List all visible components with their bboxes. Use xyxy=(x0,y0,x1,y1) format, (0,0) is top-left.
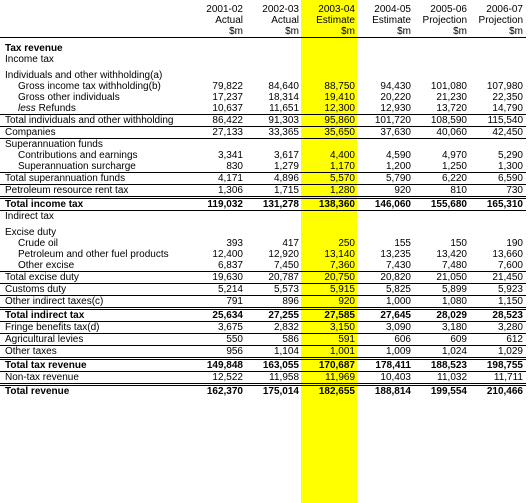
row-label: Other indirect taxes(c) xyxy=(0,296,190,309)
value-cell: 6,590 xyxy=(470,173,526,185)
value-cell: 79,822 xyxy=(212,81,243,92)
value-cell: 5,573 xyxy=(246,284,302,296)
header-row-units xyxy=(0,26,526,38)
row-label: Non-tax revenue xyxy=(0,372,190,385)
row-label: Superannuation surcharge xyxy=(18,161,136,172)
row-label: Companies xyxy=(0,127,190,139)
value-cell: 10,403 xyxy=(358,372,414,385)
column-header-units: $m xyxy=(190,26,246,38)
column-header-types: Actual xyxy=(215,15,243,26)
value-cell xyxy=(414,211,470,223)
value-cell: 91,303 xyxy=(246,115,302,127)
value-cell: 3,180 xyxy=(414,322,470,334)
column-header-types: Projection xyxy=(478,15,523,26)
value-cell: 131,278 xyxy=(246,198,302,211)
value-cell: 810 xyxy=(414,185,470,198)
row-total-tax xyxy=(0,359,526,372)
value-cell: 95,860 xyxy=(302,115,358,127)
column-header-types: Projection xyxy=(422,15,467,26)
column-header-years: 2006-07 xyxy=(486,4,523,15)
value-cell: 1,170 xyxy=(329,161,355,172)
row-agri-levies xyxy=(0,334,526,346)
value-cell: 42,450 xyxy=(470,127,526,139)
value-cell: 7,600 xyxy=(497,260,523,271)
value-cell: 150 xyxy=(450,238,467,249)
column-header-units: $m xyxy=(470,26,526,38)
value-cell: 1,080 xyxy=(414,296,470,309)
value-cell: 21,450 xyxy=(470,272,526,284)
value-cell xyxy=(190,54,246,65)
value-cell: 210,466 xyxy=(470,385,526,398)
value-cell: 896 xyxy=(246,296,302,309)
row-label: Other excise xyxy=(18,260,75,271)
row-super-surcharge xyxy=(0,161,526,173)
value-cell xyxy=(302,139,358,151)
row-label: Tax revenue xyxy=(5,43,63,54)
value-cell: 198,755 xyxy=(470,359,526,372)
value-cell xyxy=(414,70,470,81)
row-label: Individuals and other withholding(a) xyxy=(5,70,163,81)
value-cell: 115,540 xyxy=(470,115,526,127)
value-cell: 3,341 xyxy=(217,150,243,161)
value-cell xyxy=(190,139,246,151)
value-cell: 20,750 xyxy=(302,272,358,284)
row-label: Total excise duty xyxy=(0,272,190,284)
value-cell: 7,360 xyxy=(329,260,355,271)
value-cell: 591 xyxy=(302,334,358,346)
value-cell: 13,660 xyxy=(492,249,523,260)
value-cell: 27,645 xyxy=(358,309,414,322)
value-cell: 155 xyxy=(394,238,411,249)
value-cell: 101,720 xyxy=(358,115,414,127)
label-prefix: less xyxy=(18,103,36,114)
value-cell xyxy=(358,227,414,238)
value-cell: 199,554 xyxy=(414,385,470,398)
value-cell xyxy=(358,211,414,223)
value-cell: 250 xyxy=(338,238,355,249)
row-income-tax xyxy=(0,54,526,65)
value-cell: 27,585 xyxy=(302,309,358,322)
label-text: Refunds xyxy=(35,103,76,114)
value-cell xyxy=(302,54,358,65)
value-cell xyxy=(190,70,246,81)
value-cell: 3,675 xyxy=(190,322,246,334)
value-cell: 12,522 xyxy=(190,372,246,385)
column-header-units: $m xyxy=(246,26,302,38)
value-cell: 4,590 xyxy=(385,150,411,161)
value-cell: 1,001 xyxy=(302,346,358,359)
row-ind-withholding xyxy=(0,70,526,81)
row-gross-other xyxy=(0,92,526,103)
value-cell xyxy=(190,43,246,54)
value-cell: 20,787 xyxy=(246,272,302,284)
value-cell xyxy=(302,43,358,54)
row-label: Agricultural levies xyxy=(0,334,190,346)
value-cell: 1,280 xyxy=(302,185,358,198)
row-fbt xyxy=(0,322,526,334)
column-header-years: 2001-02 xyxy=(206,4,243,15)
value-cell: 6,837 xyxy=(217,260,243,271)
value-cell xyxy=(470,139,526,151)
value-cell xyxy=(414,54,470,65)
row-total-income-tax xyxy=(0,198,526,211)
value-cell xyxy=(246,43,302,54)
value-cell: 37,630 xyxy=(358,127,414,139)
value-cell xyxy=(246,227,302,238)
row-contributions xyxy=(0,150,526,161)
value-cell xyxy=(470,227,526,238)
row-label: Total revenue xyxy=(0,385,190,398)
row-label: Other taxes xyxy=(0,346,190,359)
row-gross-withholding xyxy=(0,81,526,92)
value-cell: 25,634 xyxy=(190,309,246,322)
value-cell: 138,360 xyxy=(302,198,358,211)
row-petroleum-rent xyxy=(0,185,526,198)
value-cell: 12,920 xyxy=(268,249,299,260)
row-excise-duty xyxy=(0,227,526,238)
value-cell: 13,235 xyxy=(380,249,411,260)
value-cell: 417 xyxy=(282,238,299,249)
value-cell: 1,306 xyxy=(190,185,246,198)
value-cell: 20,820 xyxy=(358,272,414,284)
value-cell: 4,400 xyxy=(329,150,355,161)
value-cell: 22,350 xyxy=(492,92,523,103)
column-header-units: $m xyxy=(302,26,358,38)
row-total-super xyxy=(0,173,526,185)
value-cell: 94,430 xyxy=(380,81,411,92)
row-refunds xyxy=(0,103,526,115)
column-header-types: Estimate xyxy=(372,15,411,26)
value-cell: 162,370 xyxy=(190,385,246,398)
row-tax-revenue xyxy=(0,43,526,54)
row-label: Gross income tax withholding(b) xyxy=(18,81,161,92)
row-customs xyxy=(0,284,526,296)
row-total-indirect xyxy=(0,309,526,322)
value-cell xyxy=(470,43,526,54)
value-cell xyxy=(190,211,246,223)
header-blank-cell xyxy=(0,26,190,38)
row-petroleum-fuel xyxy=(0,249,526,260)
value-cell: 12,400 xyxy=(212,249,243,260)
value-cell: 19,630 xyxy=(190,272,246,284)
row-non-tax xyxy=(0,372,526,385)
value-cell: 11,958 xyxy=(246,372,302,385)
row-crude-oil xyxy=(0,238,526,249)
value-cell xyxy=(358,70,414,81)
value-cell: 791 xyxy=(190,296,246,309)
row-label: Income tax xyxy=(5,54,54,65)
value-cell: 730 xyxy=(470,185,526,198)
row-label: Total superannuation funds xyxy=(0,173,190,185)
value-cell: 155,680 xyxy=(414,198,470,211)
row-label: Petroleum resource rent tax xyxy=(0,185,190,198)
row-other-excise xyxy=(0,260,526,272)
row-other-indirect xyxy=(0,296,526,309)
value-cell: 5,790 xyxy=(358,173,414,185)
row-label: Petroleum and other fuel products xyxy=(18,249,169,260)
value-cell: 1,200 xyxy=(385,161,411,172)
value-cell xyxy=(246,211,302,223)
value-cell: 28,523 xyxy=(470,309,526,322)
value-cell xyxy=(358,54,414,65)
value-cell: 163,055 xyxy=(246,359,302,372)
value-cell xyxy=(358,43,414,54)
value-cell: 2,832 xyxy=(246,322,302,334)
value-cell: 17,237 xyxy=(212,92,243,103)
value-cell xyxy=(246,139,302,151)
row-label: Excise duty xyxy=(5,227,57,238)
value-cell xyxy=(414,43,470,54)
value-cell: 7,430 xyxy=(385,260,411,271)
value-cell: 149,848 xyxy=(190,359,246,372)
value-cell: 612 xyxy=(470,334,526,346)
row-label: Total individuals and other withholding xyxy=(0,115,190,127)
column-header-units: $m xyxy=(358,26,414,38)
value-cell: 1,715 xyxy=(246,185,302,198)
value-cell: 18,314 xyxy=(268,92,299,103)
value-cell: 21,050 xyxy=(414,272,470,284)
row-label: Total indirect tax xyxy=(0,309,190,322)
value-cell: 1,150 xyxy=(470,296,526,309)
value-cell: 188,814 xyxy=(358,385,414,398)
value-cell: 3,280 xyxy=(470,322,526,334)
value-cell xyxy=(470,54,526,65)
value-cell xyxy=(190,227,246,238)
header-row-years xyxy=(0,4,526,15)
value-cell: 11,711 xyxy=(470,372,526,385)
value-cell: 6,220 xyxy=(414,173,470,185)
row-label: Customs duty xyxy=(0,284,190,296)
value-cell: 3,617 xyxy=(273,150,299,161)
value-cell: 12,930 xyxy=(380,103,411,114)
value-cell: 14,790 xyxy=(492,103,523,114)
value-cell: 5,825 xyxy=(358,284,414,296)
row-companies xyxy=(0,127,526,139)
value-cell xyxy=(246,54,302,65)
value-cell: 33,365 xyxy=(246,127,302,139)
column-header-years: 2002-03 xyxy=(262,4,299,15)
value-cell: 190 xyxy=(506,238,523,249)
row-label: Indirect tax xyxy=(0,211,190,223)
column-header-types: Estimate xyxy=(316,15,355,26)
value-cell: 3,090 xyxy=(358,322,414,334)
column-header-units: $m xyxy=(414,26,470,38)
revenue-table xyxy=(0,4,526,397)
value-cell: 4,171 xyxy=(190,173,246,185)
value-cell: 1,300 xyxy=(497,161,523,172)
row-super-funds xyxy=(0,139,526,151)
value-cell: 1,104 xyxy=(246,346,302,359)
value-cell xyxy=(470,211,526,223)
value-cell: 920 xyxy=(302,296,358,309)
value-cell: 28,029 xyxy=(414,309,470,322)
value-cell xyxy=(302,70,358,81)
value-cell: 178,411 xyxy=(358,359,414,372)
row-indirect-tax xyxy=(0,211,526,223)
value-cell: 182,655 xyxy=(302,385,358,398)
header-row-types xyxy=(0,15,526,26)
value-cell: 920 xyxy=(358,185,414,198)
column-header-years: 2005-06 xyxy=(430,4,467,15)
value-cell: 4,970 xyxy=(441,150,467,161)
value-cell: 393 xyxy=(226,238,243,249)
value-cell: 21,230 xyxy=(436,92,467,103)
column-header-years: 2003-04 xyxy=(318,4,355,15)
value-cell: 88,750 xyxy=(324,81,355,92)
value-cell: 13,140 xyxy=(324,249,355,260)
value-cell: 609 xyxy=(414,334,470,346)
value-cell: 11,969 xyxy=(302,372,358,385)
value-cell: 3,150 xyxy=(302,322,358,334)
value-cell: 27,133 xyxy=(190,127,246,139)
value-cell: 5,290 xyxy=(497,150,523,161)
value-cell: 20,220 xyxy=(380,92,411,103)
column-header-types: Actual xyxy=(271,15,299,26)
value-cell: 956 xyxy=(190,346,246,359)
value-cell: 1,000 xyxy=(358,296,414,309)
value-cell: 5,923 xyxy=(470,284,526,296)
row-total-excise xyxy=(0,272,526,284)
value-cell: 586 xyxy=(246,334,302,346)
value-cell: 84,640 xyxy=(268,81,299,92)
value-cell: 188,523 xyxy=(414,359,470,372)
value-cell: 1,250 xyxy=(441,161,467,172)
value-cell: 11,651 xyxy=(269,103,299,114)
value-cell: 550 xyxy=(190,334,246,346)
value-cell: 27,255 xyxy=(246,309,302,322)
value-cell: 1,024 xyxy=(414,346,470,359)
value-cell xyxy=(302,211,358,223)
value-cell: 7,450 xyxy=(273,260,299,271)
value-cell: 40,060 xyxy=(414,127,470,139)
value-cell xyxy=(470,70,526,81)
value-cell: 4,896 xyxy=(246,173,302,185)
row-total-revenue xyxy=(0,385,526,398)
value-cell: 170,687 xyxy=(302,359,358,372)
value-cell: 1,009 xyxy=(358,346,414,359)
column-header-years: 2004-05 xyxy=(374,4,411,15)
row-label xyxy=(0,103,190,115)
row-label: Crude oil xyxy=(18,238,59,249)
value-cell: 146,060 xyxy=(358,198,414,211)
value-cell: 165,310 xyxy=(470,198,526,211)
value-cell: 35,650 xyxy=(302,127,358,139)
value-cell xyxy=(414,227,470,238)
value-cell: 7,480 xyxy=(441,260,467,271)
value-cell xyxy=(414,139,470,151)
value-cell: 5,915 xyxy=(302,284,358,296)
value-cell xyxy=(302,227,358,238)
row-label: Superannuation funds xyxy=(0,139,190,151)
value-cell: 830 xyxy=(226,161,243,172)
value-cell: 1,029 xyxy=(470,346,526,359)
value-cell: 108,590 xyxy=(414,115,470,127)
value-cell: 107,980 xyxy=(486,81,523,92)
row-label: Total tax revenue xyxy=(0,359,190,372)
value-cell: 101,080 xyxy=(430,81,467,92)
value-cell: 13,720 xyxy=(436,103,467,114)
header-blank-cell xyxy=(0,15,190,26)
row-label: Contributions and earnings xyxy=(18,150,138,161)
value-cell: 11,032 xyxy=(414,372,470,385)
value-cell: 13,420 xyxy=(436,249,467,260)
row-label: Gross other individuals xyxy=(18,92,120,103)
value-cell: 5,899 xyxy=(414,284,470,296)
row-total-individuals xyxy=(0,115,526,127)
value-cell xyxy=(358,139,414,151)
value-cell xyxy=(246,70,302,81)
value-cell: 119,032 xyxy=(190,198,246,211)
header-blank-cell xyxy=(0,4,190,15)
row-other-taxes xyxy=(0,346,526,359)
row-label: Fringe benefits tax(d) xyxy=(0,322,190,334)
value-cell: 12,300 xyxy=(324,103,355,114)
row-label: Total income tax xyxy=(0,198,190,211)
value-cell: 606 xyxy=(358,334,414,346)
value-cell: 19,410 xyxy=(324,92,355,103)
value-cell: 86,422 xyxy=(190,115,246,127)
value-cell: 1,279 xyxy=(273,161,299,172)
value-cell: 175,014 xyxy=(246,385,302,398)
value-cell: 10,637 xyxy=(212,103,243,114)
value-cell: 5,214 xyxy=(190,284,246,296)
value-cell: 5,570 xyxy=(302,173,358,185)
